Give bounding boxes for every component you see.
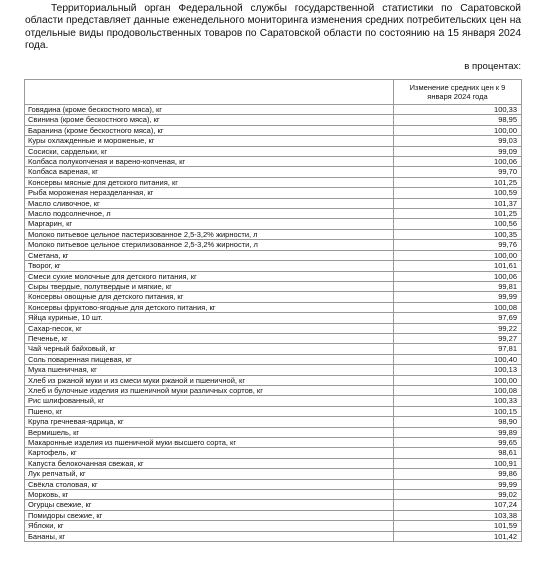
- price-change-cell: 100,00: [394, 375, 522, 385]
- price-change-cell: 99,09: [394, 146, 522, 156]
- price-change-cell: 99,03: [394, 136, 522, 146]
- table-row: [25, 406, 522, 416]
- table-row: [25, 479, 522, 489]
- product-name-cell: Колбаса вареная, кг: [25, 167, 394, 177]
- price-change-cell: 99,86: [394, 469, 522, 479]
- price-change-cell: 101,37: [394, 198, 522, 208]
- table-row: [25, 229, 522, 239]
- table-row: [25, 490, 522, 500]
- product-name-cell: Крупа гречневая-ядрица, кг: [25, 417, 394, 427]
- table-row: [25, 354, 522, 364]
- price-change-cell: 100,59: [394, 188, 522, 198]
- price-change-cell: 100,91: [394, 458, 522, 468]
- product-name-cell: Хлеб и булочные изделия из пшеничной муки различных сортов, кг: [25, 385, 394, 395]
- table-row: [25, 198, 522, 208]
- product-name-cell: Макаронные изделия из пшеничной муки высшего сорта, кг: [25, 438, 394, 448]
- table-row: [25, 209, 522, 219]
- table-body: [25, 105, 522, 542]
- product-name-cell: Пшено, кг: [25, 406, 394, 416]
- price-change-cell: 101,59: [394, 521, 522, 531]
- product-name-cell: Мука пшеничная, кг: [25, 365, 394, 375]
- table-row: [25, 333, 522, 343]
- header-product: [25, 80, 394, 105]
- product-name-cell: Сосиски, сардельки, кг: [25, 146, 394, 156]
- table-row: [25, 396, 522, 406]
- price-change-cell: 100,40: [394, 354, 522, 364]
- price-change-cell: 100,00: [394, 125, 522, 135]
- product-name-cell: Молоко питьевое цельное стерилизованное 2,5-3,2% жирности, л: [25, 240, 394, 250]
- table-row: [25, 115, 522, 125]
- table-row: [25, 438, 522, 448]
- price-change-cell: 100,13: [394, 365, 522, 375]
- table-row: [25, 510, 522, 520]
- product-name-cell: Маргарин, кг: [25, 219, 394, 229]
- product-name-cell: Яблоки, кг: [25, 521, 394, 531]
- table-row: [25, 271, 522, 281]
- table-row: [25, 458, 522, 468]
- price-change-cell: 100,33: [394, 396, 522, 406]
- product-name-cell: Соль поваренная пищевая, кг: [25, 354, 394, 364]
- price-change-cell: 99,99: [394, 479, 522, 489]
- product-name-cell: Масло сливочное, кг: [25, 198, 394, 208]
- product-name-cell: Консервы овощные для детского питания, кг: [25, 292, 394, 302]
- table-row: [25, 313, 522, 323]
- product-name-cell: Печенье, кг: [25, 333, 394, 343]
- table-row: [25, 521, 522, 531]
- product-name-cell: Смеси сухие молочные для детского питания, кг: [25, 271, 394, 281]
- table-row: [25, 302, 522, 312]
- header-price-change: Изменение средних цен к 9 января 2024 года: [394, 80, 522, 105]
- price-change-cell: 99,81: [394, 281, 522, 291]
- product-name-cell: Говядина (кроме бескостного мяса), кг: [25, 105, 394, 115]
- price-change-cell: 99,70: [394, 167, 522, 177]
- price-change-cell: 99,89: [394, 427, 522, 437]
- price-change-cell: 99,65: [394, 438, 522, 448]
- price-change-table: [24, 79, 522, 542]
- price-change-cell: 99,76: [394, 240, 522, 250]
- table-row: [25, 125, 522, 135]
- price-change-cell: 100,35: [394, 229, 522, 239]
- product-name-cell: Колбаса полукопченая и варено-копченая, кг: [25, 157, 394, 167]
- price-change-cell: 101,42: [394, 531, 522, 541]
- product-name-cell: Яйца куриные, 10 шт.: [25, 313, 394, 323]
- price-change-cell: 100,00: [394, 250, 522, 260]
- table-row: [25, 136, 522, 146]
- table-row: [25, 219, 522, 229]
- table-row: [25, 146, 522, 156]
- price-change-cell: 98,61: [394, 448, 522, 458]
- price-change-cell: 101,61: [394, 261, 522, 271]
- table-row: [25, 427, 522, 437]
- table-row: [25, 365, 522, 375]
- product-name-cell: Куры охлажденные и мороженые, кг: [25, 136, 394, 146]
- price-change-cell: 100,15: [394, 406, 522, 416]
- table-row: [25, 375, 522, 385]
- table-row: [25, 250, 522, 260]
- price-change-cell: 100,06: [394, 271, 522, 281]
- product-name-cell: Помидоры свежие, кг: [25, 510, 394, 520]
- table-row: [25, 188, 522, 198]
- table-row: [25, 344, 522, 354]
- table-row: [25, 167, 522, 177]
- product-name-cell: Баранина (кроме бескостного мяса), кг: [25, 125, 394, 135]
- product-name-cell: Морковь, кг: [25, 490, 394, 500]
- units-label: в процентах:: [464, 61, 521, 72]
- product-name-cell: Свёкла столовая, кг: [25, 479, 394, 489]
- price-change-cell: 101,25: [394, 177, 522, 187]
- product-name-cell: Капуста белокочанная свежая, кг: [25, 458, 394, 468]
- price-change-cell: 99,02: [394, 490, 522, 500]
- product-name-cell: Вермишель, кг: [25, 427, 394, 437]
- table-row: [25, 105, 522, 115]
- product-name-cell: Консервы фруктово-ягодные для детского питания, кг: [25, 302, 394, 312]
- product-name-cell: Хлеб из ржаной муки и из смеси муки ржаной и пшеничной, кг: [25, 375, 394, 385]
- table-row: [25, 448, 522, 458]
- table-row: [25, 177, 522, 187]
- table-row: [25, 240, 522, 250]
- product-name-cell: Масло подсолнечное, л: [25, 209, 394, 219]
- product-name-cell: Картофель, кг: [25, 448, 394, 458]
- price-change-cell: 99,99: [394, 292, 522, 302]
- product-name-cell: Творог, кг: [25, 261, 394, 271]
- table-row: [25, 469, 522, 479]
- intro-paragraph: Территориальный орган Федеральной службы государственной статистики по Саратовской области представляет данные еженедельного мониторинга изменения средних потребительских цен на отдельные виды продовольственных товаров по Саратовской области по состоянию на 15 января 2024 года.: [25, 3, 521, 51]
- price-change-cell: 98,95: [394, 115, 522, 125]
- price-change-cell: 97,81: [394, 344, 522, 354]
- table-row: [25, 417, 522, 427]
- price-change-cell: 107,24: [394, 500, 522, 510]
- table-row: [25, 292, 522, 302]
- price-change-cell: 100,56: [394, 219, 522, 229]
- table-row: [25, 281, 522, 291]
- product-name-cell: Сыры твердые, полутвердые и мягкие, кг: [25, 281, 394, 291]
- product-name-cell: Огурцы свежие, кг: [25, 500, 394, 510]
- table-row: [25, 500, 522, 510]
- product-name-cell: Свинина (кроме бескостного мяса), кг: [25, 115, 394, 125]
- product-name-cell: Лук репчатый, кг: [25, 469, 394, 479]
- price-change-cell: 99,27: [394, 333, 522, 343]
- price-change-cell: 99,22: [394, 323, 522, 333]
- product-name-cell: Сахар-песок, кг: [25, 323, 394, 333]
- product-name-cell: Молоко питьевое цельное пастеризованное 2,5-3,2% жирности, л: [25, 229, 394, 239]
- table-row: [25, 385, 522, 395]
- price-change-cell: 100,08: [394, 385, 522, 395]
- table-row: [25, 157, 522, 167]
- price-change-cell: 98,90: [394, 417, 522, 427]
- table-row: [25, 323, 522, 333]
- product-name-cell: Бананы, кг: [25, 531, 394, 541]
- price-change-cell: 101,25: [394, 209, 522, 219]
- product-name-cell: Сметана, кг: [25, 250, 394, 260]
- table-header-row: [25, 80, 522, 105]
- product-name-cell: Чай черный байховый, кг: [25, 344, 394, 354]
- price-change-cell: 100,06: [394, 157, 522, 167]
- product-name-cell: Консервы мясные для детского питания, кг: [25, 177, 394, 187]
- table-row: [25, 261, 522, 271]
- table-row: [25, 531, 522, 541]
- price-change-cell: 100,08: [394, 302, 522, 312]
- price-change-cell: 103,38: [394, 510, 522, 520]
- product-name-cell: Рис шлифованный, кг: [25, 396, 394, 406]
- product-name-cell: Рыба мороженая неразделанная, кг: [25, 188, 394, 198]
- price-change-cell: 97,69: [394, 313, 522, 323]
- price-change-cell: 100,33: [394, 105, 522, 115]
